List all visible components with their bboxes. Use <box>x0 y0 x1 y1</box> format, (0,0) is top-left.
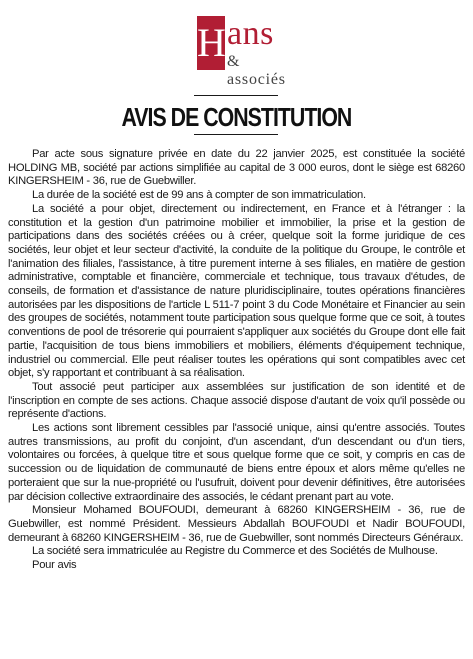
logo-letter: H <box>197 20 226 65</box>
notice-title: AVIS DE CONSTITUTION <box>121 102 352 132</box>
paragraph-registration: La société sera immatriculée au Registre du Commerce et des Sociétés de Mulhouse. <box>32 545 438 558</box>
paragraph-management: Monsieur Mohamed BOUFOUDI, demeurant à 68260 KINGERSHEIM - 36, rue de Guebwiller, est nommé Président. Messieurs Abdallah BOUFOUDI et Nadir BOUFOUDI, demeurant à 68260 KINGERSHEIM - 36, rue de Guebwiller, sont nommés Directeurs Généraux. <box>8 504 465 544</box>
hans-associes-logo <box>194 14 298 88</box>
title-top-rule <box>194 95 278 96</box>
paragraph-transfers: Les actions sont librement cessibles par l'associé unique, ainsi qu'entre associés. Toutes autres transmissions, au profit du conjoint, d'un ascendant, d'un descendant ou d'un tiers, volontaires ou forcées, à quelque titre et sous quelque forme que ce soit, y compris en cas de succession ou de liquidation de communauté de biens entre époux et alors même qu'elles ne porteraient que sur la nue-propriété ou l'usufruit, doivent pour devenir définitives, être autorisées par décision collective extraordinaire des associés, le cédant prenant part au vote. <box>8 422 465 503</box>
paragraph-closing: Pour avis <box>32 559 77 572</box>
paragraph-purpose: La société a pour objet, directement ou indirectement, en France et à l'étranger : la constitution et la gestion d'un patrimoine mobilier et immobilier, la prise et la gestion de participations dans des sociétés créées ou à créer, quelque soit la forme juridique de ces sociétés, leur objet et leur secteur d'activité, la conduite de la politique du Groupe, le contrôle et l'animation des filiales, l'assistance, à titre purement interne à ses filiales, en matière de gestion administrative, comptable et financière, commerciale et technique, tous travaux d'études, de conseils, de formation et d'assistance de nature pluridisciplinaire, toutes opérations financières autorisées par les dispositions de l'article L 511-7 point 3 du Code Monétaire et Financier au sein des groupes de sociétés, notamment toute participation sous quelque forme que ce soit, à toutes conventions de pool de trésorerie qui pourraient s'appliquer aux sociétés du Groupe dont elle fait partie, l'acquisition de tous biens immobiliers et mobiliers, éléments d'équipement technique, industriel ou commercial. Elle peut réaliser toutes les opérations qui sont compatibles avec cet objet, s'y rapportant et contribuant à sa réalisation. <box>8 202 465 380</box>
paragraph-assemblies: Tout associé peut participer aux assemblées sur justification de son identité et de l'inscription en compte de ses actions. Chaque associé dispose d'autant de voix qu'il possède ou représente d'actions. <box>8 380 465 421</box>
paragraph-constitution: Par acte sous signature privée en date du 22 janvier 2025, est constituée la société HOLDING MB, société par actions simplifiée au capital de 3 000 euros, dont le siège est 68260 KINGERSHEIM - 36, rue de Guebwiller. <box>8 148 465 188</box>
paragraph-duration: La durée de la société est de 99 ans à compter de son immatriculation. <box>32 189 366 202</box>
title-bottom-rule <box>194 134 278 135</box>
notice-body <box>8 148 465 573</box>
logo-subtitle: & associés <box>227 53 286 88</box>
logo-word: ans <box>227 15 274 52</box>
